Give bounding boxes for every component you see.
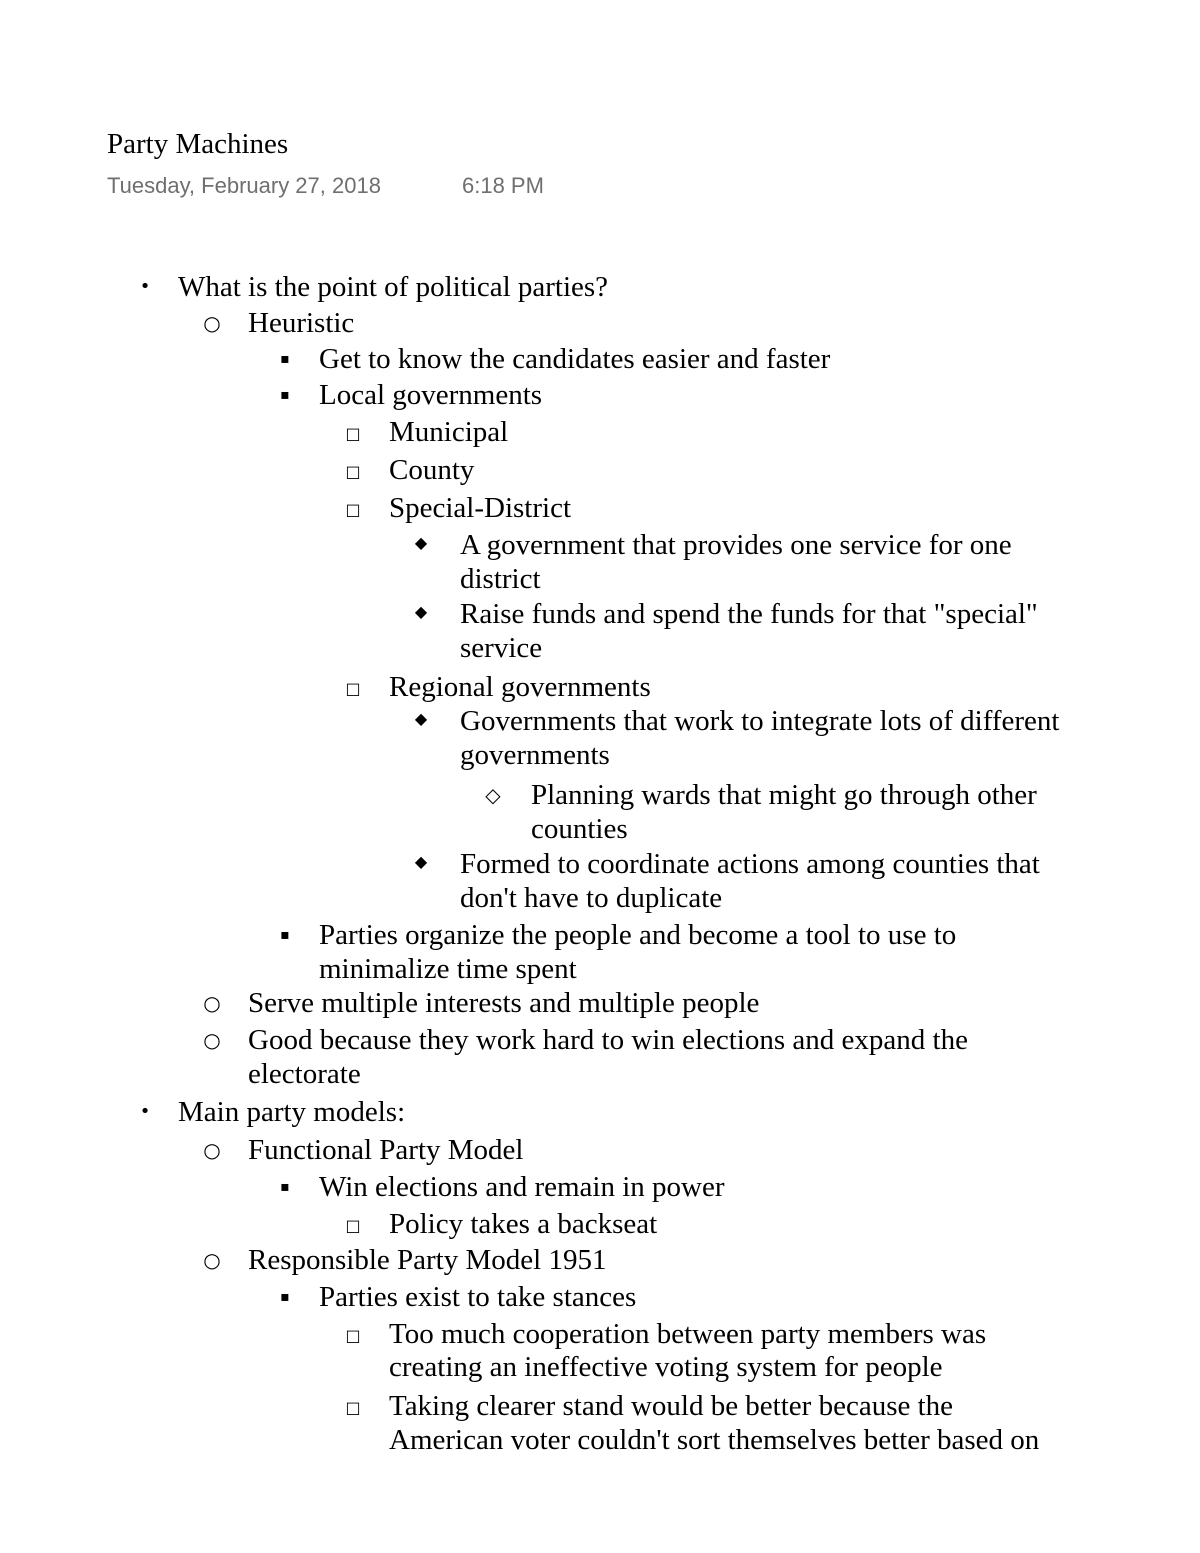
outline-item: Main party models: xyxy=(178,1096,406,1128)
outline-item: Planning wards that might go through other xyxy=(531,779,1037,811)
outline-item-continuation: service xyxy=(460,632,543,664)
open-square-bullet-icon: □ xyxy=(345,1326,361,1345)
outline-item: Functional Party Model xyxy=(248,1134,524,1166)
circle-bullet-icon: ○ xyxy=(203,1138,221,1162)
outline-item-continuation: don't have to duplicate xyxy=(460,882,723,914)
outline-item: Parties exist to take stances xyxy=(319,1281,637,1313)
outline-item: Formed to coordinate actions among counties that xyxy=(460,848,1040,880)
square-bullet-icon: ▪ xyxy=(280,927,290,943)
outline-item-continuation: governments xyxy=(460,739,610,771)
disc-bullet-icon: • xyxy=(139,1101,151,1122)
circle-bullet-icon: ○ xyxy=(203,1028,221,1052)
diamond-bullet-icon: ◆ xyxy=(414,533,428,552)
outline-item: Governments that work to integrate lots of different xyxy=(460,705,1060,737)
square-bullet-icon: ▪ xyxy=(280,351,290,367)
outline-item: Responsible Party Model 1951 xyxy=(248,1244,607,1276)
outline-item: Policy takes a backseat xyxy=(389,1208,658,1240)
circle-bullet-icon: ○ xyxy=(203,1248,221,1272)
open-square-bullet-icon: □ xyxy=(345,424,361,443)
outline-item: County xyxy=(389,454,475,486)
outline-item-continuation: electorate xyxy=(248,1058,361,1090)
open-diamond-bullet-icon: ◇ xyxy=(485,783,501,807)
outline-item: Win elections and remain in power xyxy=(319,1171,725,1203)
open-square-bullet-icon: □ xyxy=(345,500,361,519)
open-square-bullet-icon: □ xyxy=(345,462,361,481)
outline-item: Too much cooperation between party members was xyxy=(389,1318,987,1350)
open-square-bullet-icon: □ xyxy=(345,1216,361,1235)
open-square-bullet-icon: □ xyxy=(345,679,361,698)
outline-item-continuation: creating an ineffective voting system for people xyxy=(389,1351,943,1383)
circle-bullet-icon: ○ xyxy=(203,991,221,1015)
square-bullet-icon: ▪ xyxy=(280,387,290,403)
outline-item: Municipal xyxy=(389,416,509,448)
outline-item-continuation: counties xyxy=(531,813,628,845)
note-time: 6:18 PM xyxy=(462,173,544,198)
outline-item-continuation: minimalize time spent xyxy=(319,953,577,985)
outline-item-continuation: American voter couldn't sort themselves better based on xyxy=(389,1424,1040,1456)
diamond-bullet-icon: ◆ xyxy=(414,709,428,728)
diamond-bullet-icon: ◆ xyxy=(414,602,428,621)
outline-item: What is the point of political parties? xyxy=(178,271,609,303)
outline-item: Local governments xyxy=(319,379,543,411)
outline-list xyxy=(0,268,1200,1456)
diamond-bullet-icon: ◆ xyxy=(414,852,428,871)
outline-item: Heuristic xyxy=(248,307,355,339)
disc-bullet-icon: • xyxy=(139,276,151,297)
outline-item: Parties organize the people and become a tool to use to xyxy=(319,919,957,951)
outline-item-continuation: district xyxy=(460,563,541,595)
outline-item: Serve multiple interests and multiple people xyxy=(248,987,760,1019)
outline-item: Regional governments xyxy=(389,671,651,703)
outline-item: Good because they work hard to win elections and expand the xyxy=(248,1024,968,1056)
outline-item: Taking clearer stand would be better because the xyxy=(389,1390,954,1422)
square-bullet-icon: ▪ xyxy=(280,1289,290,1305)
outline-item: Special-District xyxy=(389,492,572,524)
outline-item: A government that provides one service for one xyxy=(460,529,1012,561)
open-square-bullet-icon: □ xyxy=(345,1398,361,1417)
outline-item: Raise funds and spend the funds for that "special" xyxy=(460,598,1038,630)
circle-bullet-icon: ○ xyxy=(203,311,221,335)
square-bullet-icon: ▪ xyxy=(280,1179,290,1195)
note-date: Tuesday, February 27, 2018 xyxy=(107,173,381,198)
outline-item: Get to know the candidates easier and faster xyxy=(319,343,831,375)
page-title: Party Machines xyxy=(107,128,289,160)
